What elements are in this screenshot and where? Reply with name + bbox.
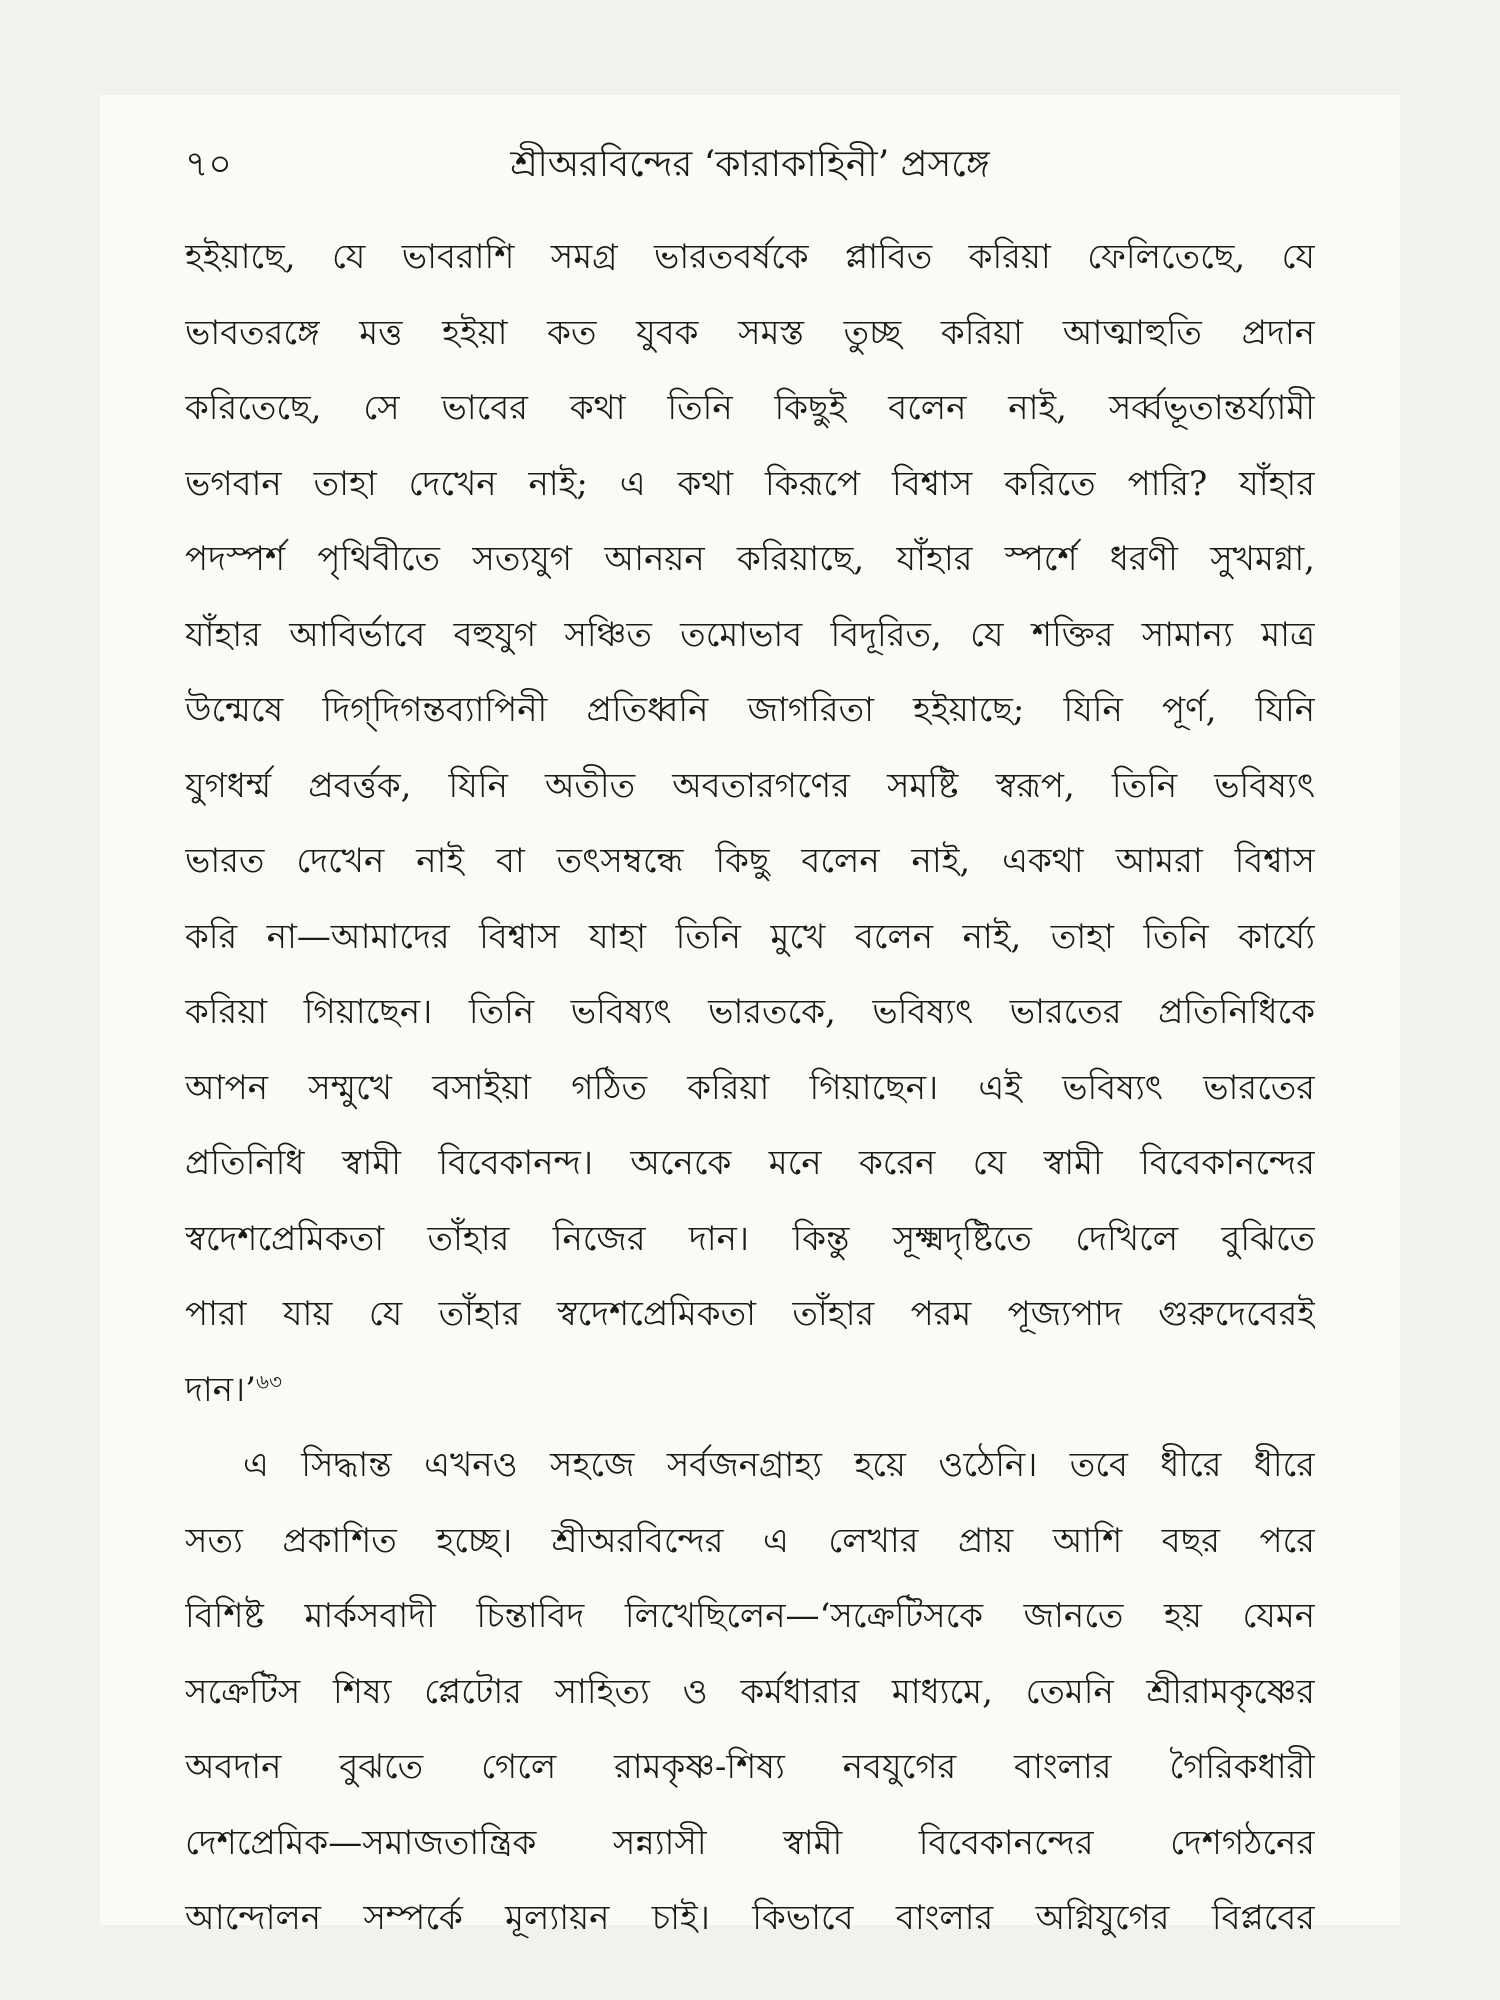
text-line: আন্দোলন সম্পর্কে মূল্যায়ন চাই। কিভাবে বাংলার অগ্নিযুগের বিপ্লবের <box>185 1898 1315 1938</box>
text-line: করি না—আমাদের বিশ্বাস যাহা তিনি মুখে বলেন নাই, তাহা তিনি কার্য্যে <box>185 916 1315 957</box>
text-line: ভগবান তাহা দেখেন নাই; এ কথা কিরূপে বিশ্বাস করিতে পারি? যাঁহার <box>185 463 1315 504</box>
second-paragraph <box>185 1428 1315 1957</box>
text-line: ভারত দেখেন নাই বা তৎসম্বন্ধে কিছু বলেন নাই, একথা আমরা বিশ্বাস <box>185 841 1315 881</box>
quote-end-text: দান।’ <box>185 1369 256 1410</box>
text-line: অবদান বুঝতে গেলে রামকৃষ্ণ-শিষ্য নবযুগের বাংলার গৈরিকধারী <box>185 1747 1315 1787</box>
text-line: আপন সম্মুখে বসাইয়া গঠিত করিয়া গিয়াছেন। এই ভবিষ্যৎ ভারতের <box>185 1067 1315 1108</box>
text-line: বিশিষ্ট মার্কসবাদী চিন্তাবিদ লিখেছিলেন—‘সক্রেটিসকে জানতে হয় যেমন <box>185 1596 1315 1636</box>
text-line: পদস্পর্শ পৃথিবীতে সত্যযুগ আনয়ন করিয়াছে, যাঁহার স্পর্শে ধরণী সুখমগ্না, <box>185 539 1315 579</box>
text-line: দেশপ্রেমিক—সমাজতান্ত্রিক সন্ন্যাসী স্বামী বিবেকানন্দের দেশগঠনের <box>185 1822 1315 1863</box>
text-line: সত্য প্রকাশিত হচ্ছে। শ্রীঅরবিন্দের এ লেখার প্রায় আশি বছর পরে <box>185 1520 1315 1561</box>
book-page <box>100 95 1400 1938</box>
body-text <box>185 220 1315 1957</box>
text-line: এ সিদ্ধান্ত এখনও সহজে সর্বজনগ্রাহ্য হয়ে ওঠেনি। তবে ধীরে ধীরে <box>243 1445 1315 1485</box>
text-line: সক্রেটিস শিষ্য প্লেটোর সাহিত্য ও কর্মধারার মাধ্যমে, তেমনি শ্রীরামকৃষ্ণের <box>185 1671 1315 1712</box>
text-line: যুগধর্ম্ম প্রবর্ত্তক, যিনি অতীত অবতারগণের সমষ্টি স্বরূপ, তিনি ভবিষ্যৎ <box>185 765 1315 806</box>
quote-paragraph <box>185 220 1315 1428</box>
text-line: হইয়াছে, যে ভাবরাশি সমগ্র ভারতবর্ষকে প্লাবিত করিয়া ফেলিতেছে, যে <box>185 237 1315 277</box>
text-line-end <box>185 1353 1315 1429</box>
text-line: করিতেছে, সে ভাবের কথা তিনি কিছুই বলেন নাই, সর্ব্বভূতান্তর্য্যামী <box>185 388 1315 428</box>
running-title: শ্রীঅরবিন্দের ‘কারাকাহিনী’ প্রসঙ্গে <box>510 144 990 185</box>
page-number: ৭০ <box>185 144 232 185</box>
text-line: উন্মেষে দিগ্‌দিগন্তব্যাপিনী প্রতিধ্বনি জাগরিতা হইয়াছে; যিনি পূর্ণ, যিনি <box>185 690 1315 730</box>
text-line: করিয়া গিয়াছেন। তিনি ভবিষ্যৎ ভারতকে, ভবিষ্যৎ ভারতের প্রতিনিধিকে <box>185 992 1315 1032</box>
text-line: স্বদেশপ্রেমিকতা তাঁহার নিজের দান। কিন্তু সূক্ষ্মদৃষ্টিতে দেখিলে বুঝিতে <box>185 1218 1315 1259</box>
text-line: ভাবতরঙ্গে মত্ত হইয়া কত যুবক সমস্ত তুচ্ছ করিয়া আত্মাহুতি প্রদান <box>185 312 1315 353</box>
text-line: যাঁহার আবির্ভাবে বহুযুগ সঞ্চিত তমোভাব বিদূরিত, যে শক্তির সামান্য মাত্র <box>185 614 1315 655</box>
text-line: পারা যায় যে তাঁহার স্বদেশপ্রেমিকতা তাঁহার পরম পূজ্যপাদ গুরুদেবেরই <box>185 1294 1315 1334</box>
page-header <box>185 135 1315 195</box>
text-line: প্রতিনিধি স্বামী বিবেকানন্দ। অনেকে মনে করেন যে স্বামী বিবেকানন্দের <box>185 1143 1315 1183</box>
footnote-reference[interactable]: ৬৩ <box>255 1369 282 1394</box>
